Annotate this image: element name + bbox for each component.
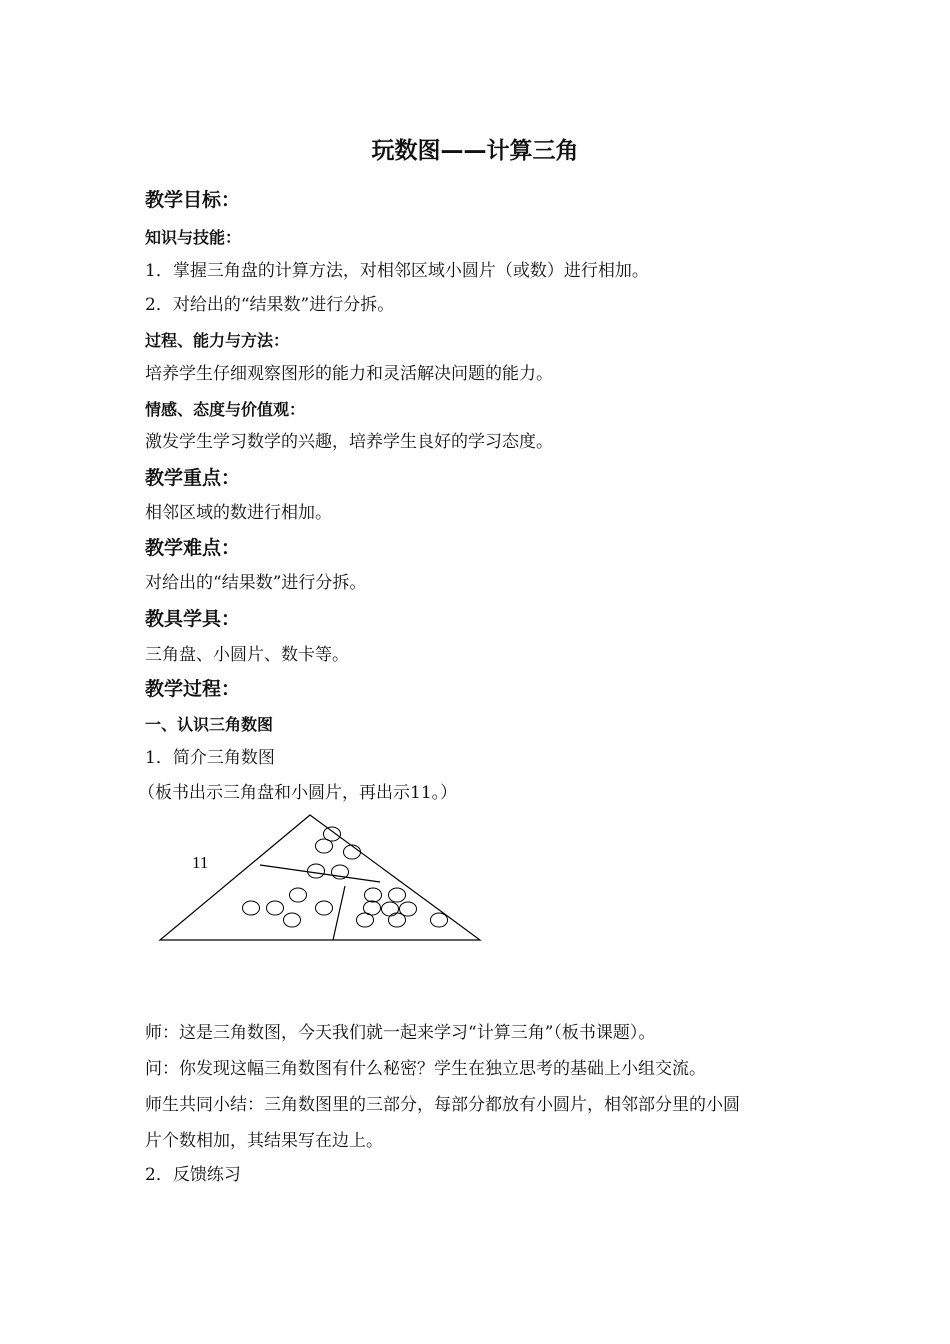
teacher-line: 师：这是三角数图，今天我们就一起来学习“计算三角”（板书课题）。 — [145, 1023, 656, 1043]
disc — [290, 888, 307, 902]
tools-heading: 教具学具： — [145, 608, 241, 630]
disc — [389, 888, 406, 902]
difficult-heading: 教学难点： — [145, 537, 241, 559]
tools-text: 三角盘、小圆片、数卡等。 — [145, 645, 349, 665]
disc — [344, 845, 361, 859]
procedure-heading: 教学过程： — [145, 678, 241, 700]
disc — [389, 913, 406, 927]
emotion-text: 激发学生学习数学的兴趣，培养学生良好的学习态度。 — [145, 432, 553, 452]
disc — [357, 913, 374, 927]
summary-line-2: 片个数相加，其结果写在边上。 — [145, 1131, 383, 1151]
part1-heading: 一、认识三角数图 — [145, 715, 274, 734]
disc — [316, 839, 333, 853]
step1-text: 1．简介三角数图 — [145, 748, 275, 768]
question-line: 问：你发现这幅三角数图有什么秘密？学生在独立思考的基础上小组交流。 — [145, 1059, 706, 1079]
step1-note: （板书出示三角盘和小圆片，再出示11。） — [138, 783, 458, 803]
difficult-text: 对给出的“结果数”进行分拆。 — [145, 573, 367, 593]
step2-text: 2．反馈练习 — [145, 1165, 241, 1185]
knowledge-item-1: 1．掌握三角盘的计算方法，对相邻区域小圆片（或数）进行相加。 — [145, 261, 649, 281]
summary-line-1: 师生共同小结：三角数图里的三部分，每部分都放有小圆片，相邻部分里的小圆 — [145, 1095, 740, 1115]
page-title: 玩数图——计算三角 — [371, 138, 579, 164]
process-heading: 过程、能力与方法： — [145, 331, 290, 350]
disc — [243, 901, 260, 915]
edge-label-11: 11 — [192, 853, 209, 872]
disc — [431, 913, 448, 927]
key-text: 相邻区域的数进行相加。 — [145, 503, 332, 523]
disc — [267, 901, 284, 915]
process-text: 培养学生仔细观察图形的能力和灵活解决问题的能力。 — [145, 364, 553, 384]
knowledge-item-2: 2．对给出的“结果数”进行分拆。 — [145, 295, 395, 315]
divider-top — [260, 865, 380, 882]
key-heading: 教学重点： — [145, 467, 241, 489]
objectives-heading: 教学目标： — [145, 189, 241, 211]
disc — [382, 902, 399, 916]
disc — [316, 901, 333, 915]
knowledge-heading: 知识与技能： — [145, 228, 242, 247]
disc — [284, 913, 301, 927]
divider-bottom — [333, 886, 345, 940]
disc — [308, 864, 325, 878]
triangle-number-diagram — [150, 808, 490, 948]
emotion-heading: 情感、态度与价值观： — [145, 400, 306, 419]
disc — [365, 888, 382, 902]
